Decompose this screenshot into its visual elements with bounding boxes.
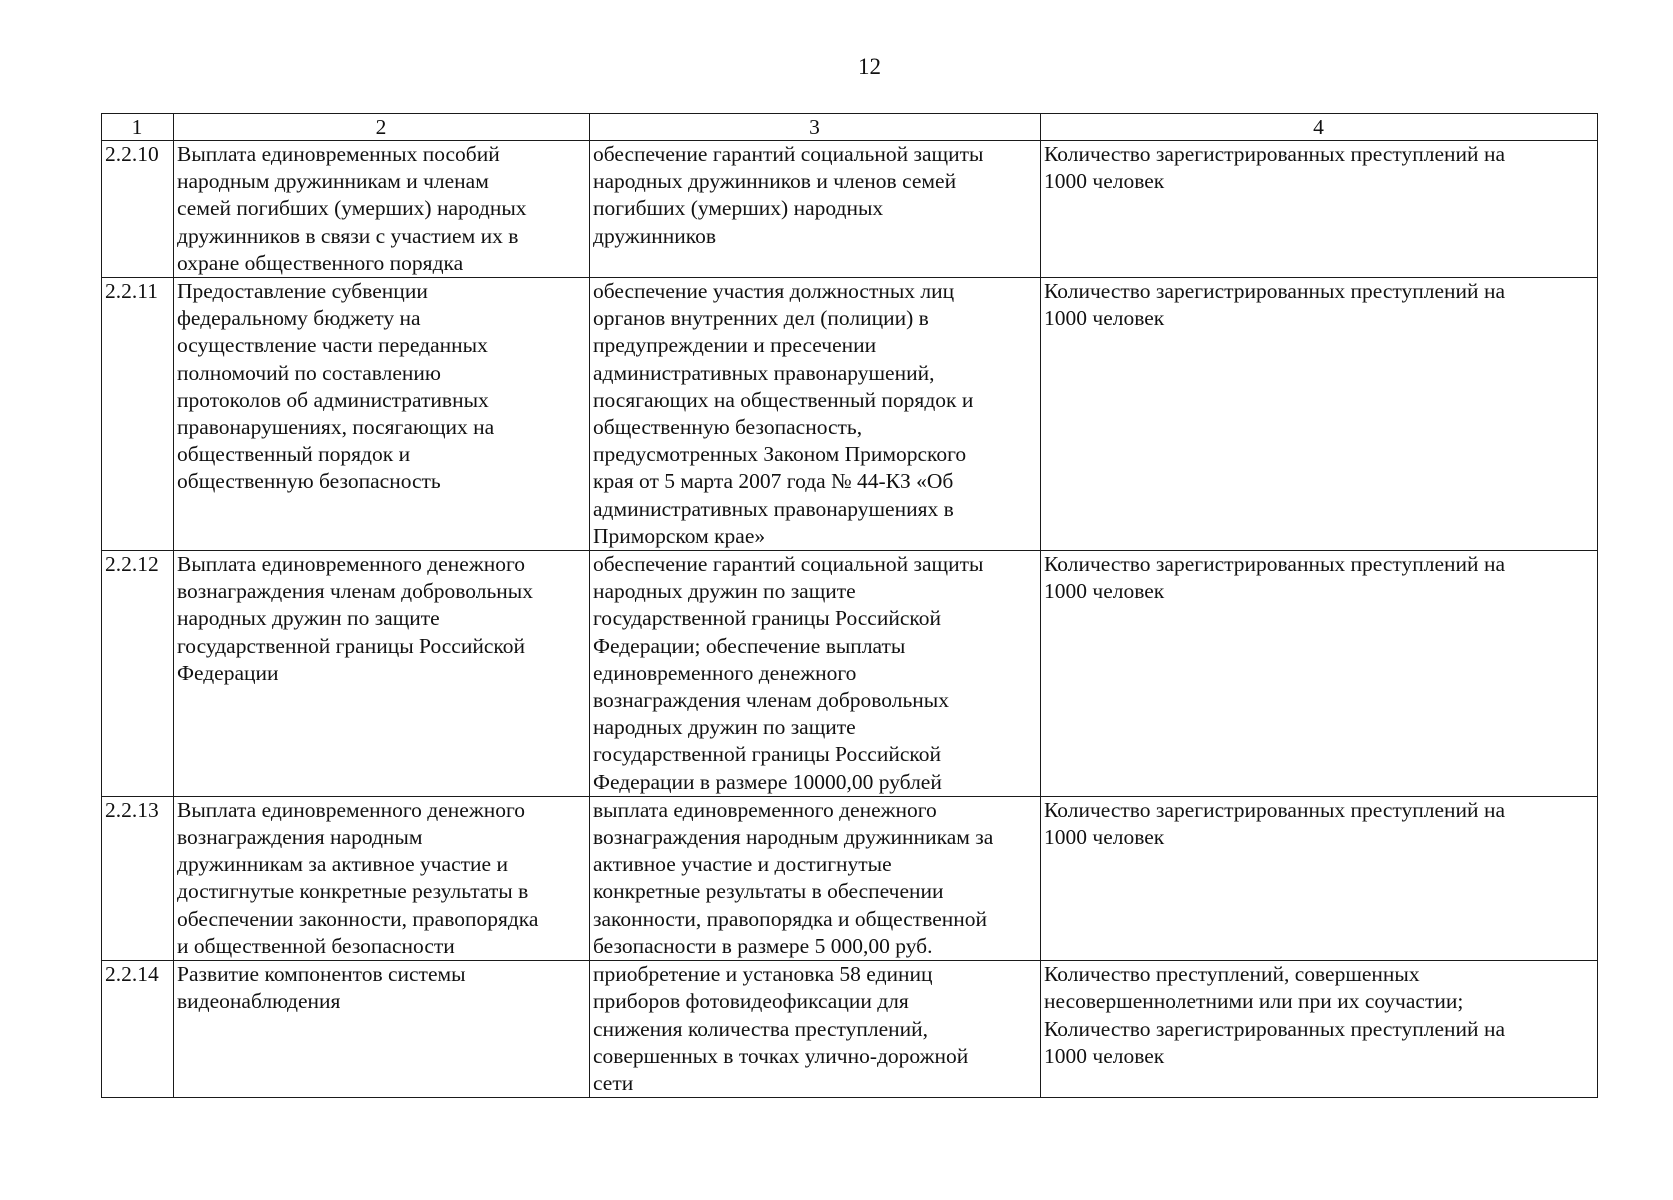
indicator-cell (1041, 278, 1598, 551)
content-cell (590, 551, 1041, 797)
table-row (102, 796, 1598, 960)
event-cell (174, 551, 590, 797)
column-header-3: 3 (590, 114, 1041, 141)
row-number: 2.2.11 (102, 278, 174, 551)
event-cell (174, 141, 590, 278)
table-row (102, 141, 1598, 278)
indicator-text: Количество зарегистрированных преступлений на 1000 человек (1044, 552, 1505, 604)
event-text: Предоставление субвенции федеральному бюджету на осуществление части переданных полномочий по составлению протоколов об административных правонарушениях, посягающих на общественный порядок и общественную безопасность (177, 279, 495, 494)
event-cell (174, 796, 590, 960)
indicator-text: Количество зарегистрированных преступлений на 1000 человек (1044, 279, 1505, 331)
page-number: 12 (858, 54, 881, 79)
content-text: обеспечение участия должностных лиц органов внутренних дел (полиции) в предупреждении и пресечении административных правонарушений, посягающих на общественный порядок и общественную безопасность, предусмотренных Законом Приморского края от 5 марта 2007 года № 44-КЗ «Об административных правонарушениях в Приморском крае» (593, 279, 974, 548)
content-cell (590, 796, 1041, 960)
indicator-text: Количество зарегистрированных преступлений на 1000 человек (1044, 797, 1505, 850)
indicator-cell (1041, 961, 1598, 1098)
event-text: Выплата единовременного денежного вознаграждения членам добровольных народных дружин по защите государственной границы Российской Федерации (177, 552, 533, 685)
event-cell (174, 278, 590, 551)
content-cell (590, 141, 1041, 278)
event-text: Развитие компонентов системы видеонаблюдения (177, 962, 466, 1014)
content-text: обеспечение гарантий социальной защиты народных дружинников и членов семей погибших (умерших) народных дружинников (593, 142, 984, 248)
table-row (102, 551, 1598, 797)
row-number: 2.2.13 (102, 796, 174, 960)
indicator-cell (1041, 796, 1598, 960)
table-header-row (102, 114, 1598, 141)
event-cell (174, 961, 590, 1098)
column-header-2: 2 (174, 114, 590, 141)
document-table (101, 113, 1598, 1098)
table-row (102, 278, 1598, 551)
column-header-1: 1 (102, 114, 174, 141)
indicator-cell (1041, 141, 1598, 278)
content-text: обеспечение гарантий социальной защиты народных дружин по защите государственной границы Российской Федерации; обеспечение выплаты единовременного денежного вознаграждения членам добровольных народных дружин по защите государственной границы Российской Федерации в размере 10000,00 рублей (593, 552, 984, 794)
indicator-cell (1041, 551, 1598, 797)
table-row (102, 961, 1598, 1098)
row-number: 2.2.10 (102, 141, 174, 278)
content-text: выплата единовременного денежного вознаграждения народным дружинникам за активное участие и достигнутые конкретные результаты в обеспечении законности, правопорядка и общественной безопасности в размере 5 000,00 руб. (593, 797, 994, 958)
content-cell (590, 278, 1041, 551)
column-header-4: 4 (1041, 114, 1598, 141)
event-text: Выплата единовременного денежного вознаграждения народным дружинникам за активное участие и достигнутые конкретные результаты в обеспечении законности, правопорядка и общественной безопасности (177, 797, 539, 958)
event-text: Выплата единовременных пособий народным дружинникам и членам семей погибших (умерших) народных дружинников в связи с участием их в охране общественного порядка (177, 142, 527, 275)
row-number: 2.2.12 (102, 551, 174, 797)
content-text: приобретение и установка 58 единиц приборов фотовидеофиксации для снижения количества преступлений, совершенных в точках улично-дорожной сети (593, 962, 969, 1095)
content-cell (590, 961, 1041, 1098)
indicator-text: Количество зарегистрированных преступлений на 1000 человек (1044, 142, 1505, 194)
row-number: 2.2.14 (102, 961, 174, 1098)
indicator-text: Количество преступлений, совершенных несовершеннолетними или при их соучастии; Количество зарегистрированных преступлений на 1000 человек (1044, 962, 1505, 1068)
